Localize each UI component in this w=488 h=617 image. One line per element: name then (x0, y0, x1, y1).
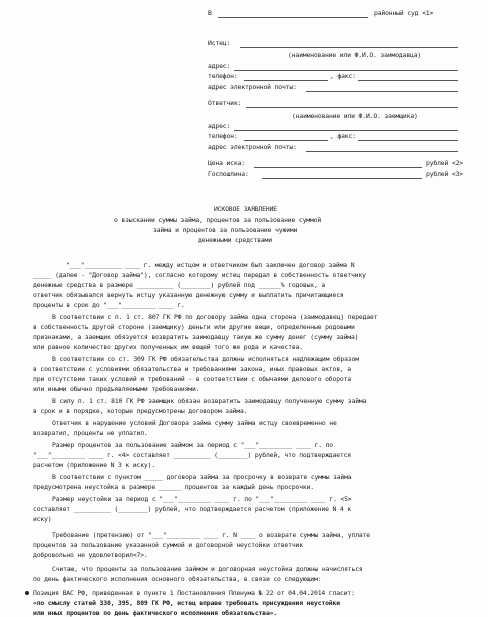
body-line: возвратил, проценты не уплатил. (33, 429, 148, 437)
defendant-line (246, 107, 458, 108)
plaintiff-email-label: адрес электронной почты: (208, 83, 297, 91)
body-line: в собственность другой стороне (заемщику) деньги или другие вещи, определенные родовыми (33, 323, 355, 331)
document-subtitle-1: о взыскании суммы займа, процентов за пользование суммой (114, 216, 322, 224)
bullet-icon (25, 591, 29, 595)
body-line: В соответствии с пунктом _____ договора займа за просрочку в возврате суммы займа (52, 473, 352, 481)
body-line: ответчик обязывался вернуть истцу указанную денежную сумму и выплатить причитающиеся (33, 291, 344, 299)
defendant-address-line (234, 130, 458, 131)
body-line: предусмотрена неустойка в размере ______ процентов за каждый день просрочки. (33, 483, 315, 491)
state-duty-line (262, 178, 422, 179)
claim-price-line (254, 167, 422, 168)
plaintiff-fax-label: , факс: (330, 72, 356, 80)
body-line: или равное количество других полученных им вещей того же рода и качества. (33, 343, 303, 351)
court-name-line (218, 17, 368, 18)
body-line: _____ (далее - "Договор займа"), согласно которому истец передал в собственность ответчику (33, 271, 366, 279)
defendant-fax-label: , факс: (330, 132, 356, 140)
claim-price-suffix: рублей <2> (426, 159, 463, 167)
plaintiff-fax-line (358, 80, 458, 81)
quote-line: или иных процентов по день фактического исполнения обязательства». (33, 609, 278, 617)
body-line: Ответчик в нарушение условий Договора займа сумму займа истцу своевременно не (52, 419, 337, 427)
body-line: в соответствии с условиями обязательства и требованиями закона, иных правовых актов, а (33, 365, 351, 373)
document-title: ИСКОВОЕ ЗАЯВЛЕНИЕ (214, 205, 277, 213)
defendant-fax-line (358, 140, 458, 141)
body-line: Считаю, что проценты за пользование займом и договорная неустойка должны начисляться (52, 565, 363, 573)
quote-line: Позиция ВАС РФ, приведенная в пункте 1 Постановления Пленума № 22 от 04.04.2014 гласит: (33, 589, 355, 597)
quote-line: «по смыслу статей 330, 395, 809 ГК РФ, истец вправе требовать присуждения неустойки (33, 599, 340, 607)
body-line: при отсутствии таких условий и требований - в соответствии с обычаями делового оборота (33, 375, 351, 383)
body-line: Требование (претензию) от "___"_________ ____ г. N ____ о возврате суммы займа, уплате (52, 531, 370, 539)
body-line: расчетом (приложение N 3 к иску). (33, 461, 156, 469)
body-line: или иными обычно предъявляемыми требованиями. (33, 385, 200, 393)
body-line: В соответствии с п. 1 ст. 807 ГК РФ по договору займа одна сторона (заимодавец) передает (52, 313, 378, 321)
plaintiff-line (240, 47, 458, 48)
body-line: В соответствии со ст. 309 ГК РФ обязательства должны исполняться надлежащим образом (52, 355, 359, 363)
plaintiff-address-line (234, 70, 458, 71)
defendant-phone-label: телефон: (208, 132, 238, 140)
plaintiff-phone-line (244, 80, 328, 81)
defendant-email-line (306, 151, 458, 152)
defendant-label: Ответчик: (208, 99, 242, 107)
defendant-hint: (наименование или Ф.И.О. заемщика) (292, 112, 418, 120)
plaintiff-hint: (наименование или Ф.И.О. заимодавца) (288, 51, 422, 59)
body-line: В силу п. 1 ст. 810 ГК РФ заемщик обязан возвратить заимодавцу полученную сумму займа (52, 397, 367, 405)
document-subtitle-3: денежными средствами (198, 236, 272, 244)
body-line: Размер неустойки за период с "___"_________ ____ г. по "___"_________ ____ г. <5> (52, 495, 352, 503)
body-line: составляет __________ (________) рублей, что подтверждается расчетом (приложение N 4 к (33, 505, 351, 513)
plaintiff-phone-label: телефон: (208, 72, 238, 80)
document-subtitle-2: займа и процентов за пользование чужими (153, 226, 298, 234)
body-line: по день фактического исполнения основного обязательства, в связи со следующим: (33, 575, 322, 583)
body-line: "___"__________ ____ г. между истцом и ответчиком был заключен договор займа N (66, 261, 355, 269)
court-prefix: В (208, 9, 212, 17)
body-line: "___"_________ ____ г. <4> составляет __________ (________) рублей, что подтверждается (33, 451, 351, 459)
body-line: в срок и в порядке, которые предусмотрены договором займа. (33, 407, 248, 415)
body-line: Размер процентов за пользование займом за период с "___"_________ ____ г. по (52, 441, 334, 449)
body-line: денежные средства в размере __________ (________) рублей под ______% годовых, а (33, 281, 326, 289)
court-suffix: районный суд <1> (374, 9, 434, 17)
body-line: проценты в срок до "___"_________ ____ г. (33, 301, 185, 309)
body-line: иску) (33, 515, 52, 523)
body-line: добровольно не удовлетворил<7>. (33, 551, 148, 559)
defendant-address-label: адрес: (208, 122, 231, 130)
state-duty-suffix: рублей <3> (426, 170, 463, 178)
plaintiff-label: Истец: (208, 39, 231, 47)
plaintiff-email-line (306, 91, 458, 92)
claim-price-label: Цена иска: (208, 159, 245, 167)
plaintiff-address-label: адрес: (208, 62, 231, 70)
body-line: процентов за пользование указанной суммой и договорной неустойки ответчик (33, 541, 303, 549)
body-line: признаками, а заемщик обязуется возвратить заимодавцу такую же сумму денег (сумму займа) (33, 333, 359, 341)
state-duty-label: Госпошлина: (208, 170, 249, 178)
defendant-email-label: адрес электронной почты: (208, 143, 297, 151)
defendant-phone-line (244, 140, 328, 141)
